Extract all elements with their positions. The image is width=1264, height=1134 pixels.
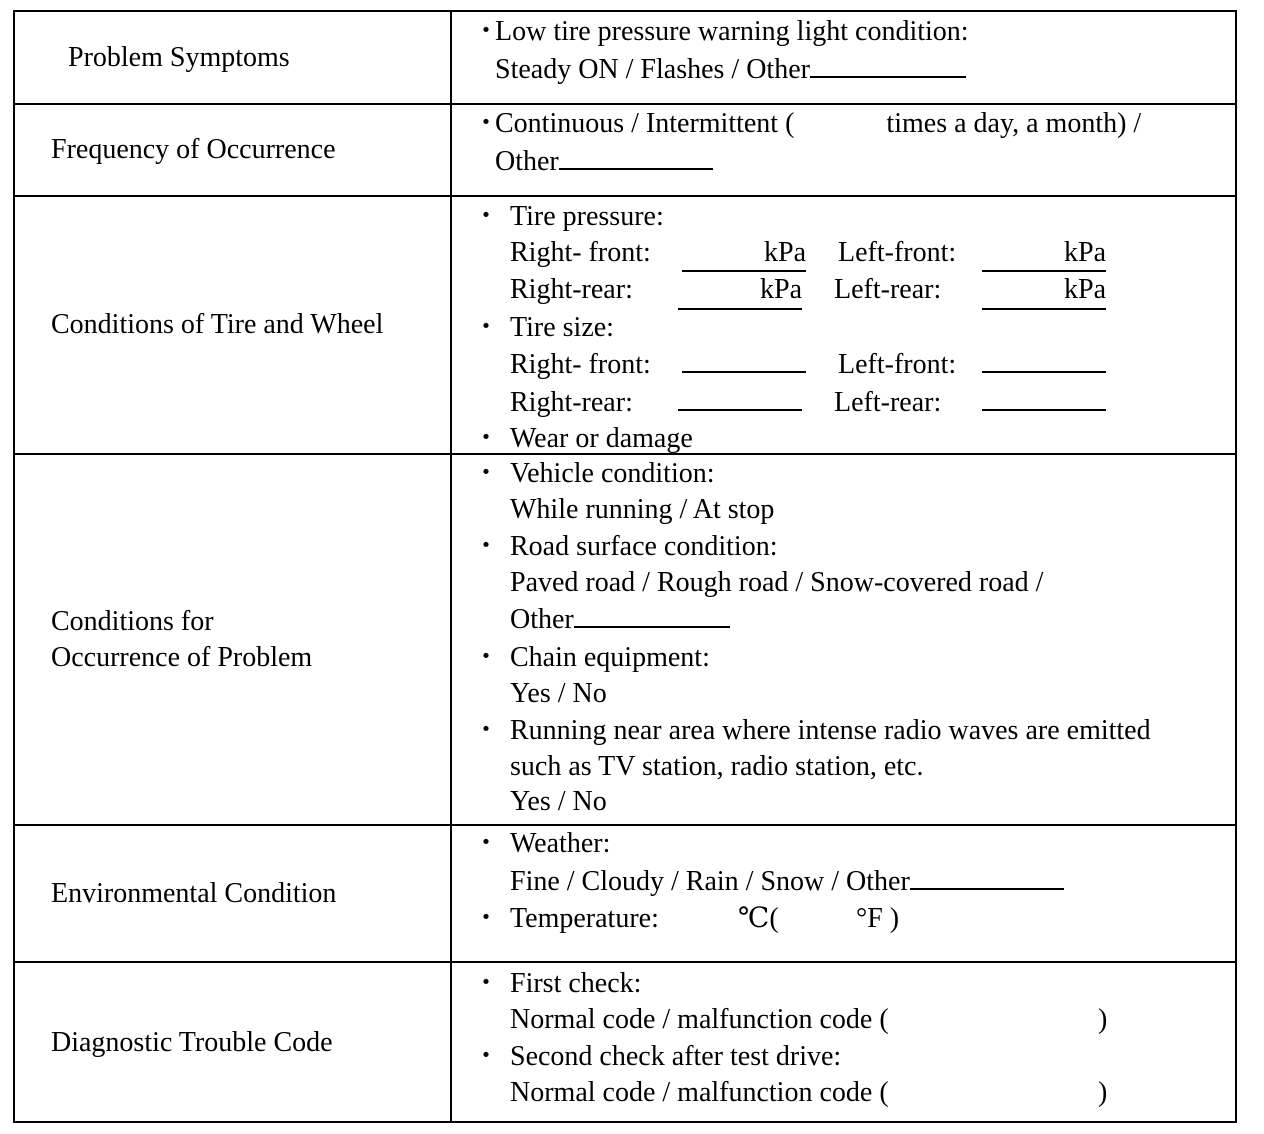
list-item: ・ Chain equipment: Yes / No [472,641,710,709]
bullet: ・ [472,828,501,859]
blank-field[interactable] [574,600,730,628]
right-rear-pressure-field[interactable]: kPa [678,272,802,310]
row-label: Conditions of Tire and Wheel [51,309,384,340]
list-item: ・ Low tire pressure warning light condition: Steady ON / Flashes / Other [472,16,969,85]
row-environment [15,826,1235,961]
row-problem-symptoms [15,12,1235,103]
blank-field[interactable] [559,142,713,170]
list-item: ・ Tire pressure: Right- front: kPa Left-front: kPa Right-rear: kPa Left-rear: kPa [452,199,1235,310]
bullet: ・ [472,311,501,343]
bullet: ・ [472,1041,501,1073]
row-content [452,455,1235,825]
bullet: ・ [472,715,501,747]
row-tire-wheel [15,197,1235,453]
list-item: ・ Temperature: ℃( °F ) [452,901,1235,937]
right-front-size-field[interactable] [682,345,806,373]
row-frequency [15,105,1235,195]
left-rear-pressure-field[interactable]: kPa [982,272,1106,310]
bullet: ・ [472,422,501,454]
row-content [452,105,1235,196]
list-item: ・ Wear or damage [452,421,1235,457]
bullet: ・ [472,108,501,139]
bullet: ・ [472,968,501,999]
row-label: Conditions for Occurrence of Problem [51,605,313,673]
right-rear-size-field[interactable] [678,383,802,411]
blank-field[interactable] [910,862,1064,890]
left-front-pressure-field[interactable]: kPa [982,235,1106,273]
row-label: Frequency of Occurrence [51,134,336,165]
row-label: Diagnostic Trouble Code [51,1027,333,1058]
bullet: ・ [472,458,501,489]
row-content [452,826,1235,961]
bullet: ・ [472,531,501,563]
list-item: ・ Road surface condition: Paved road / Rough road / Snow-covered road / Other [472,531,1044,636]
list-item: ・ Weather: Fine / Cloudy / Rain / Snow / Other [452,826,1235,899]
row-occurrence-conditions [15,455,1235,824]
left-front-size-field[interactable] [982,345,1106,373]
bullet: ・ [472,903,501,935]
bullet: ・ [472,641,501,673]
list-item: ・ Tire size: Right- front: Left-front: Right-rear: Left-rear: [452,310,1235,421]
symptom-check-table [13,10,1237,1123]
bullet: ・ [472,201,501,232]
row-content [452,12,1235,105]
list-item: ・ Vehicle condition: While running / At stop [472,458,775,525]
row-label: Environmental Condition [51,877,337,909]
row-dtc [15,963,1235,1123]
row-content [452,197,1235,455]
list-item: ・ First check: Normal code / malfunction code ( ) [472,968,1108,1035]
blank-field[interactable] [810,50,966,78]
list-item: ・ Second check after test drive: Normal code / malfunction code ( ) [472,1041,1108,1108]
list-item: ・ Continuous / Intermittent ( times a day, a month) / Other [472,108,1142,177]
left-rear-size-field[interactable] [982,383,1106,411]
row-label: Problem Symptoms [68,41,290,73]
right-front-pressure-field[interactable]: kPa [682,235,806,273]
row-content [452,963,1235,1126]
list-item: ・ Running near area where intense radio waves are emitted such as TV station, radio station, etc. Yes / No [472,715,1151,818]
bullet: ・ [472,16,501,47]
